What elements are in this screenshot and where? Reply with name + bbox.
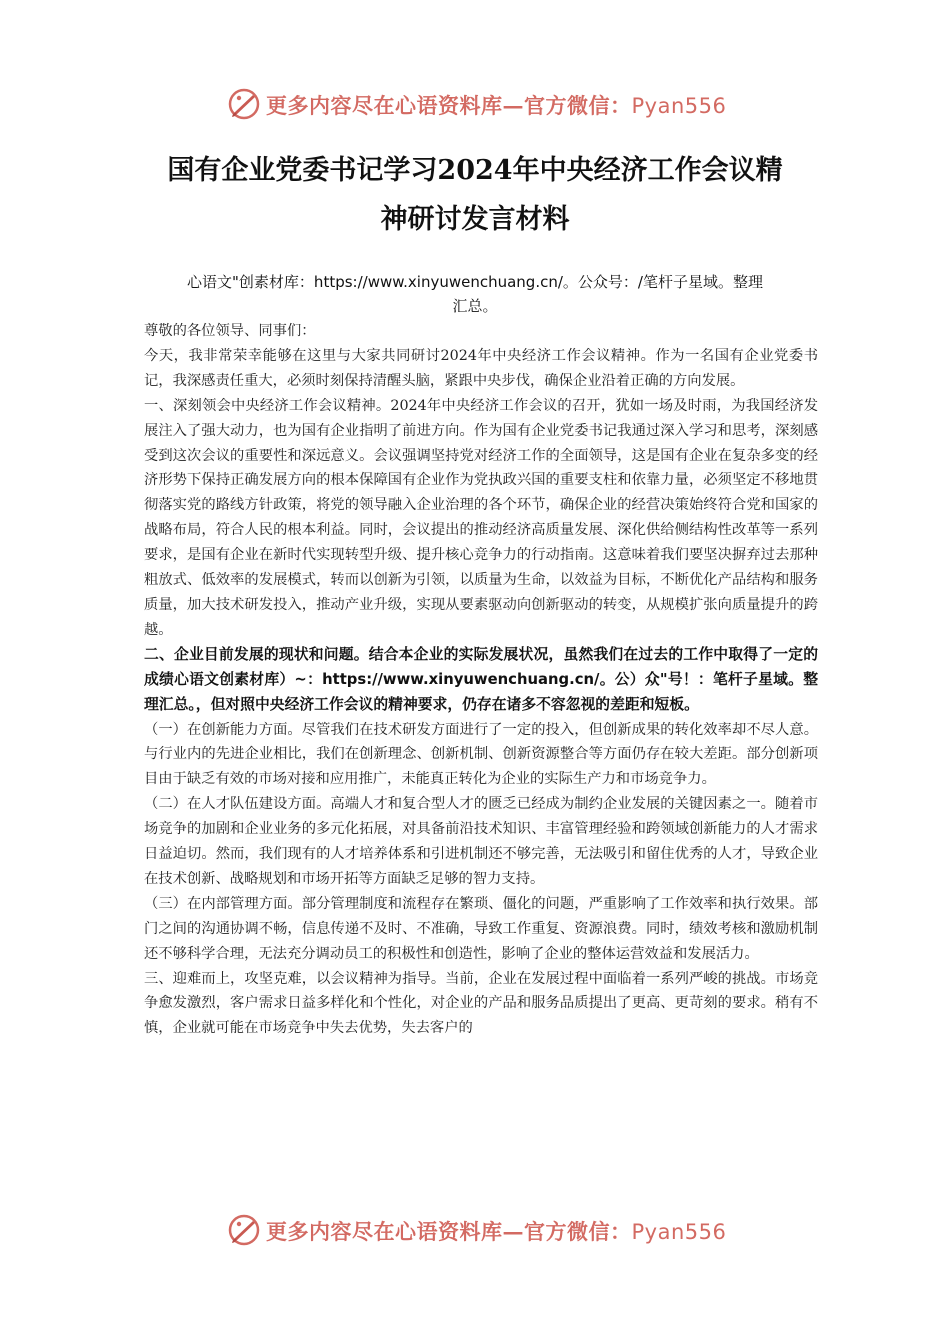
document-body (144, 319, 818, 1041)
paragraph-talent: （二）在人才队伍建设方面。高端人才和复合型人才的匮乏已经成为制约企业发展的关键因素之一。随着市场竞争的加剧和企业业务的多元化拓展，对具备前沿技术知识、丰富管理经验和跨领域创新能力的人才需求日益迫切。然而，我们现有的人才培养体系和引进机制还不够完善，无法吸引和留住优秀的人才，导致企业在技术创新、战略规划和市场开拓等方面缺乏足够的智力支持。 (144, 796, 818, 887)
banner-wechat-id: Pyan556 (631, 1220, 727, 1244)
brush-logo-icon (226, 86, 262, 122)
paragraph-section-1: 一、深刻领会中央经济工作会议精神。2024年中央经济工作会议的召开，犹如一场及时雨，为我国经济发展注入了强大动力，也为国有企业指明了前进方向。作为国有企业党委书记我通过深入学习和思考，深刻感受到这次会议的重要性和深远意义。会议强调坚持党对经济工作的全面领导，这是国有企业在复杂多变的经济形势下保持正确发展方向的根本保障国有企业作为党执政兴国的重要支柱和依靠力量，必须坚定不移地贯彻落实党的路线方针政策，将党的领导融入企业治理的各个环节，确保企业的经营决策始终符合党和国家的战略布局，符合人民的根本利益。同时，会议提出的推动经济高质量发展、深化供给侧结构性改革等一系列要求，是国有企业在新时代实现转型升级、提升核心竞争力的行动指南。这意味着我们要坚决摒弃过去那种粗放式、低效率的发展模式，转而以创新为引领，以质量为生命，以效益为目标，不断优化产品结构和服务质量，加大技术研发投入，推动产业升级，实现从要素驱动向创新驱动的转变，从规模扩张向质量提升的跨越。 (144, 397, 818, 638)
footer-banner (0, 1210, 950, 1250)
source-note-line-1: 心语文"创素材库：https://www.xinyuwenchuang.cn/。公众号：/笔杆子星域。整理 (187, 273, 763, 291)
greeting: 尊敬的各位领导、同事们： (144, 323, 316, 339)
document-title-line-1: 国有企业党委书记学习2024年中央经济工作会议精 (167, 155, 783, 186)
banner-text (266, 1216, 726, 1246)
paragraph-management: （三）在内部管理方面。部分管理制度和流程存在繁琐、僵化的问题，严重影响了工作效率和执行效果。部门之间的沟通协调不畅，信息传递不及时、不准确，导致工作重复、资源浪费。同时，绩效考核和激励机制还不够科学合理，无法充分调动员工的积极性和创造性，影响了企业的整体运营效益和发展活力。 (144, 895, 818, 962)
banner-slogan: 更多内容尽在心语资料库—官方微信： (266, 1219, 632, 1244)
source-note-line-2: 汇总。 (452, 297, 498, 315)
document-title-line-2: 神研讨发言材料 (380, 204, 570, 235)
banner-wechat-id: Pyan556 (631, 94, 727, 118)
brush-logo-icon (226, 1212, 262, 1248)
paragraph-innovation: （一）在创新能力方面。尽管我们在技术研发方面进行了一定的投入，但创新成果的转化效率却不尽人意。与行业内的先进企业相比，我们在创新理念、创新机制、创新资源整合等方面仍存在较大差距。部分创新项目由于缺乏有效的市场对接和应用推广，未能真正转化为企业的实际生产力和市场竞争力。 (144, 721, 818, 788)
section-2-heading: 二、企业目前发展的现状和问题。结合本企业的实际发展状况，虽然我们在过去的工作中取得了一定的成绩心语文创素材库）~：https://www.xinyuwenchuang.cn/。公）众"号！：笔杆子星域。整理汇总。，但对照中央经济工作会议的精神要求，仍存在诸多不容忽视的差距和短板。 (144, 645, 818, 713)
paragraph-intro: 今天，我非常荣幸能够在这里与大家共同研讨2024年中央经济工作会议精神。作为一名国有企业党委书记，我深感责任重大，必须时刻保持清醒头脑，紧跟中央步伐，确保企业沿着正确的方向发展。 (144, 347, 818, 389)
banner-text (266, 90, 726, 120)
header-banner (0, 84, 950, 124)
banner-slogan: 更多内容尽在心语资料库—官方微信： (266, 93, 632, 118)
paragraph-section-3: 三、迎难而上，攻坚克难，以会议精神为指导。当前，企业在发展过程中面临着一系列严峻的挑战。市场竞争愈发激烈，客户需求日益多样化和个性化，对企业的产品和服务品质提出了更高、更苛刻的要求。稍有不慎，企业就可能在市场竞争中失去优势，失去客户的 (144, 970, 818, 1037)
